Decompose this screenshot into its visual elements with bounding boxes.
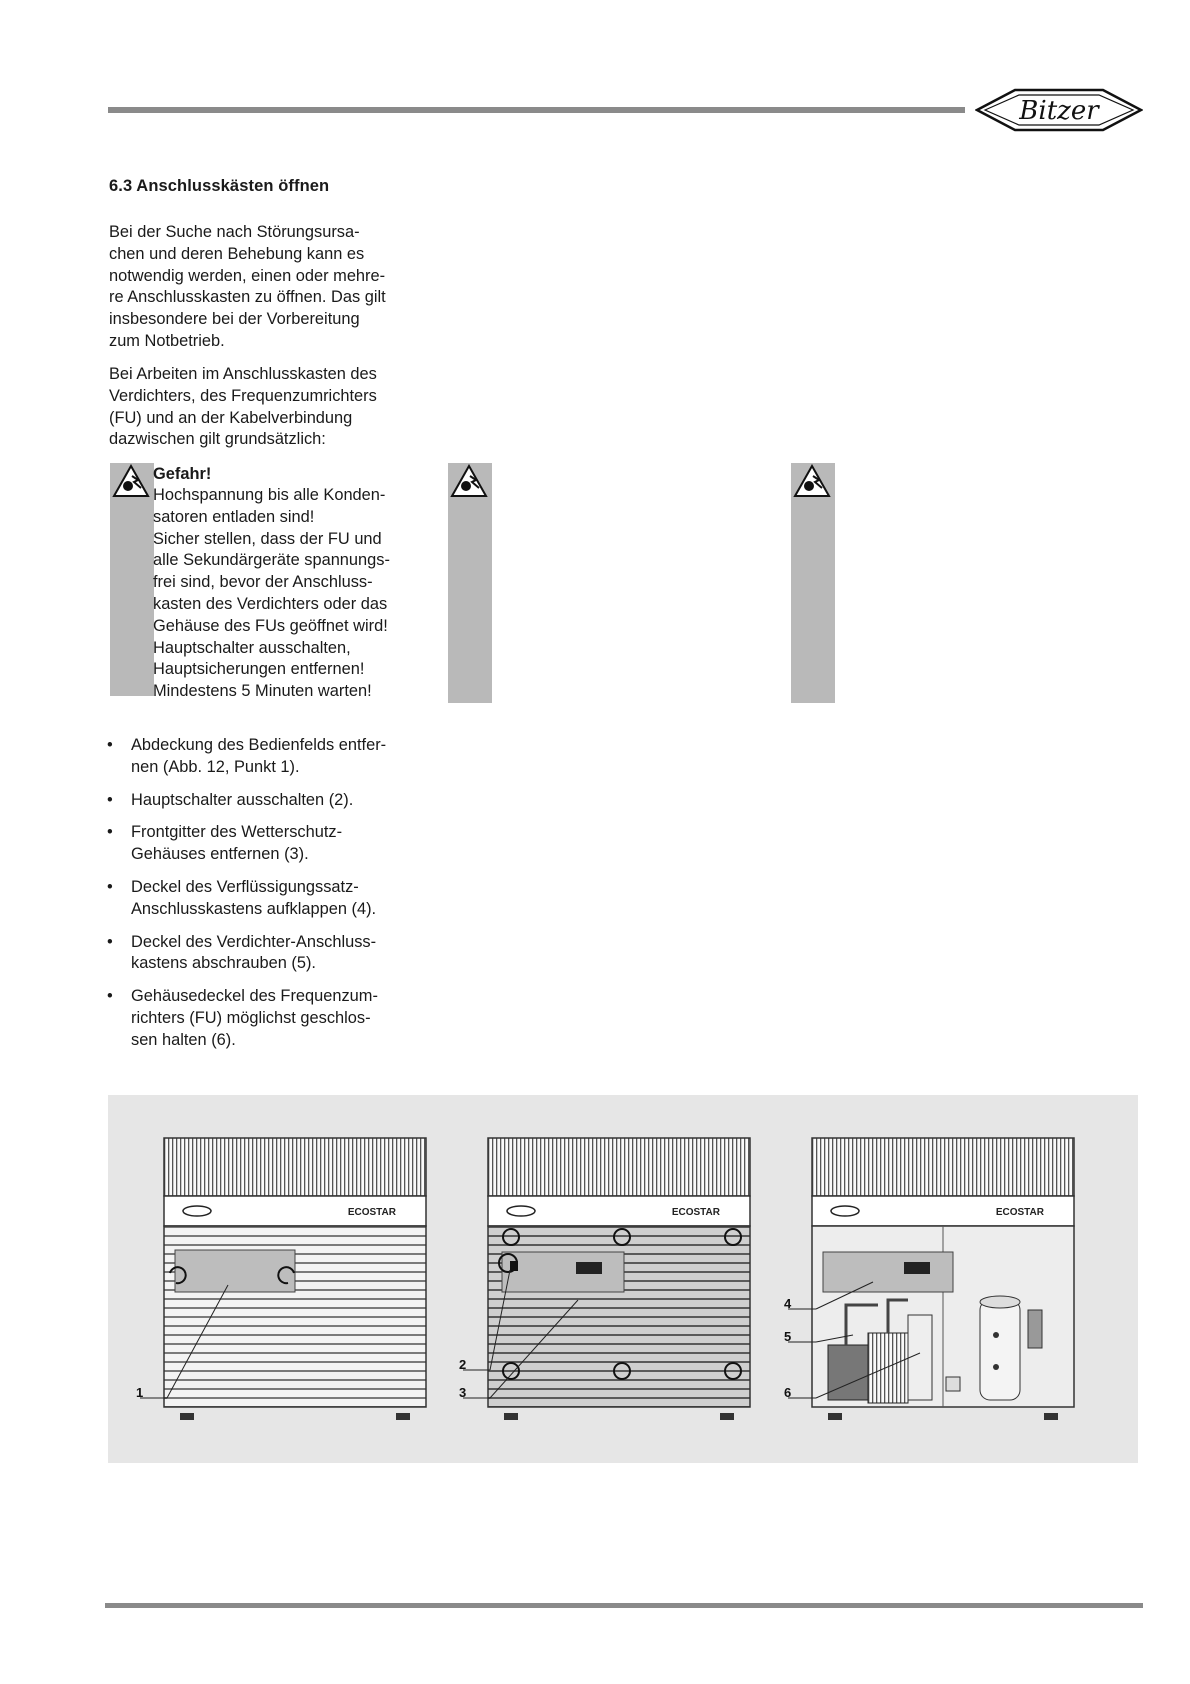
- header-rule: [108, 107, 965, 113]
- footer-rule: [105, 1603, 1143, 1608]
- warning-text: [153, 485, 433, 703]
- text-line: zum Notbetrieb.: [109, 331, 225, 350]
- section-heading: 6.3 Anschlusskästen öffnen: [109, 177, 330, 195]
- text-line: notwendig werden, einen oder mehre-: [109, 266, 386, 285]
- text-line: re Anschlusskasten zu öffnen. Das gilt: [109, 288, 386, 307]
- callout-number: 1: [136, 1385, 144, 1400]
- text-line: satoren entladen sind!: [153, 507, 315, 526]
- callout-number: 3: [459, 1385, 467, 1400]
- steps-list: [106, 735, 436, 1063]
- warning-title: Gefahr!: [153, 465, 212, 483]
- list-item: • Frontgitter des Wetterschutz- Gehäuses entfernen (3).: [106, 822, 436, 866]
- callout-number: 4: [784, 1296, 792, 1311]
- high-voltage-warning-icon: [112, 464, 150, 498]
- text-line: dazwischen gilt grundsätzlich:: [109, 430, 326, 449]
- unit-illustrations: [108, 1095, 1138, 1463]
- warning-bar: [110, 463, 154, 696]
- general-rule-paragraph: [109, 364, 429, 451]
- text-line: frei sind, bevor der Anschluss-: [153, 573, 373, 592]
- svg-text:Bitzer: Bitzer: [1019, 96, 1099, 126]
- unit-brand-label: ECOSTAR: [671, 1207, 720, 1218]
- text-line: Bei der Suche nach Störungsursa-: [109, 223, 360, 241]
- text-line: alle Sekundärgeräte spannungs-: [153, 551, 390, 570]
- text-line: Sicher stellen, dass der FU und: [153, 529, 382, 548]
- unit-view-3: [788, 1138, 1074, 1420]
- text-line: Bei Arbeiten im Anschlusskasten des: [109, 365, 377, 383]
- list-item: • Abdeckung des Bedienfelds entfer- nen (Abb. 12, Punkt 1).: [106, 735, 436, 779]
- text-line: chen und deren Behebung kann es: [109, 244, 365, 263]
- unit-brand-label: ECOSTAR: [347, 1207, 396, 1218]
- text-line: Hochspannung bis alle Konden-: [153, 486, 386, 504]
- list-item: • Hauptschalter ausschalten (2).: [106, 790, 436, 812]
- callout-number: 2: [459, 1357, 467, 1372]
- intro-paragraph: [109, 222, 429, 353]
- text-line: Mindestens 5 Minuten warten!: [153, 682, 372, 701]
- high-voltage-warning-icon: [450, 464, 488, 498]
- warning-bar: [448, 463, 492, 703]
- text-line: Verdichters, des Frequenzumrichters: [109, 386, 377, 405]
- list-item: • Gehäusedeckel des Frequenzum- richters (FU) möglichst geschlos- sen halten (6).: [106, 986, 436, 1051]
- callout-number: 5: [784, 1329, 792, 1344]
- unit-view-1: [140, 1138, 426, 1420]
- text-line: kasten des Verdichters oder das: [153, 594, 388, 613]
- list-item: • Deckel des Verdichter-Anschluss- kastens abschrauben (5).: [106, 932, 436, 976]
- callout-number: 6: [784, 1385, 792, 1400]
- text-line: Hauptschalter ausschalten,: [153, 638, 351, 657]
- unit-brand-label: ECOSTAR: [995, 1207, 1044, 1218]
- text-line: insbesondere bei der Vorbereitung: [109, 310, 360, 329]
- bitzer-logo: [975, 82, 1143, 138]
- text-line: (FU) und an der Kabelverbindung: [109, 408, 353, 427]
- high-voltage-warning-icon: [793, 464, 831, 498]
- text-line: Hauptsicherungen entfernen!: [153, 660, 365, 679]
- figure-panel: [108, 1095, 1138, 1463]
- text-line: Gehäuse des FUs geöffnet wird!: [153, 616, 388, 635]
- unit-view-2: [463, 1138, 750, 1420]
- list-item: • Deckel des Verflüssigungssatz- Anschlusskastens aufklappen (4).: [106, 877, 436, 921]
- warning-bar: [791, 463, 835, 703]
